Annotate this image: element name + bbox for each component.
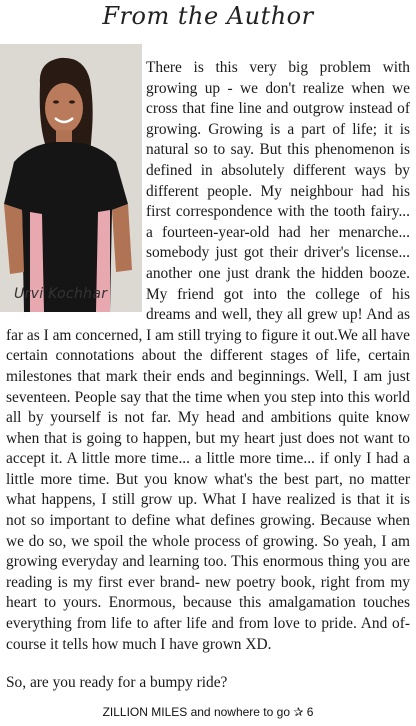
closing-line: So, are you ready for a bumpy ride? <box>6 674 228 691</box>
author-note-paragraph: There is this very big problem with growing up - we don't realize when we cross that fine line and outgrow instead of growing. Growing is a part of life; it is natural so to say. But this phenomenon is defined in absolutely different ways by different people. My neighbour had his first correspondence with the tooth fairy... a fourteen-year-old had her menarche... somebody just got their driver's license... another one just drank the hidden booze. My friend got into the college of his dreams and well, they all grew up! And as far as I am concerned, I am still trying to figure it out.We all have certain connotations about the different stages of life, certain milestones that mark their ends and beginnings. Well, I am just seventeen. People say that the time when you step into this world all by yourself is not far. My head and ambitions quite know when that is going to happen, but my heart just does not want to accept it. A little more time... a little more time... if only I had a little more time. But you know what's the best part, no matter what happens, I still grow up. What I have realized is that it is not so important to define what defines growing. Because when we do so, we spoil the whole process of growing. So yeah, I am growing everyday and learning too. This enormous thing you are reading is my first ever brand- new poetry book, right from my heart to yours. Enormous, because this amalgamation touches everything from life to after life and from love to pride. And of-course it tells how much I have grown XD. <box>6 59 410 653</box>
author-note-body <box>6 58 410 655</box>
book-title: ZILLION MILES and nowhere to go <box>102 705 290 719</box>
page-number: 6 <box>306 705 314 719</box>
page-footer <box>0 705 416 719</box>
page-title: From the Author <box>102 2 314 30</box>
photo-float-space <box>6 58 146 312</box>
star-icon: ✰ <box>293 705 304 719</box>
photo-caption: Urvi Kochhar <box>14 286 108 302</box>
